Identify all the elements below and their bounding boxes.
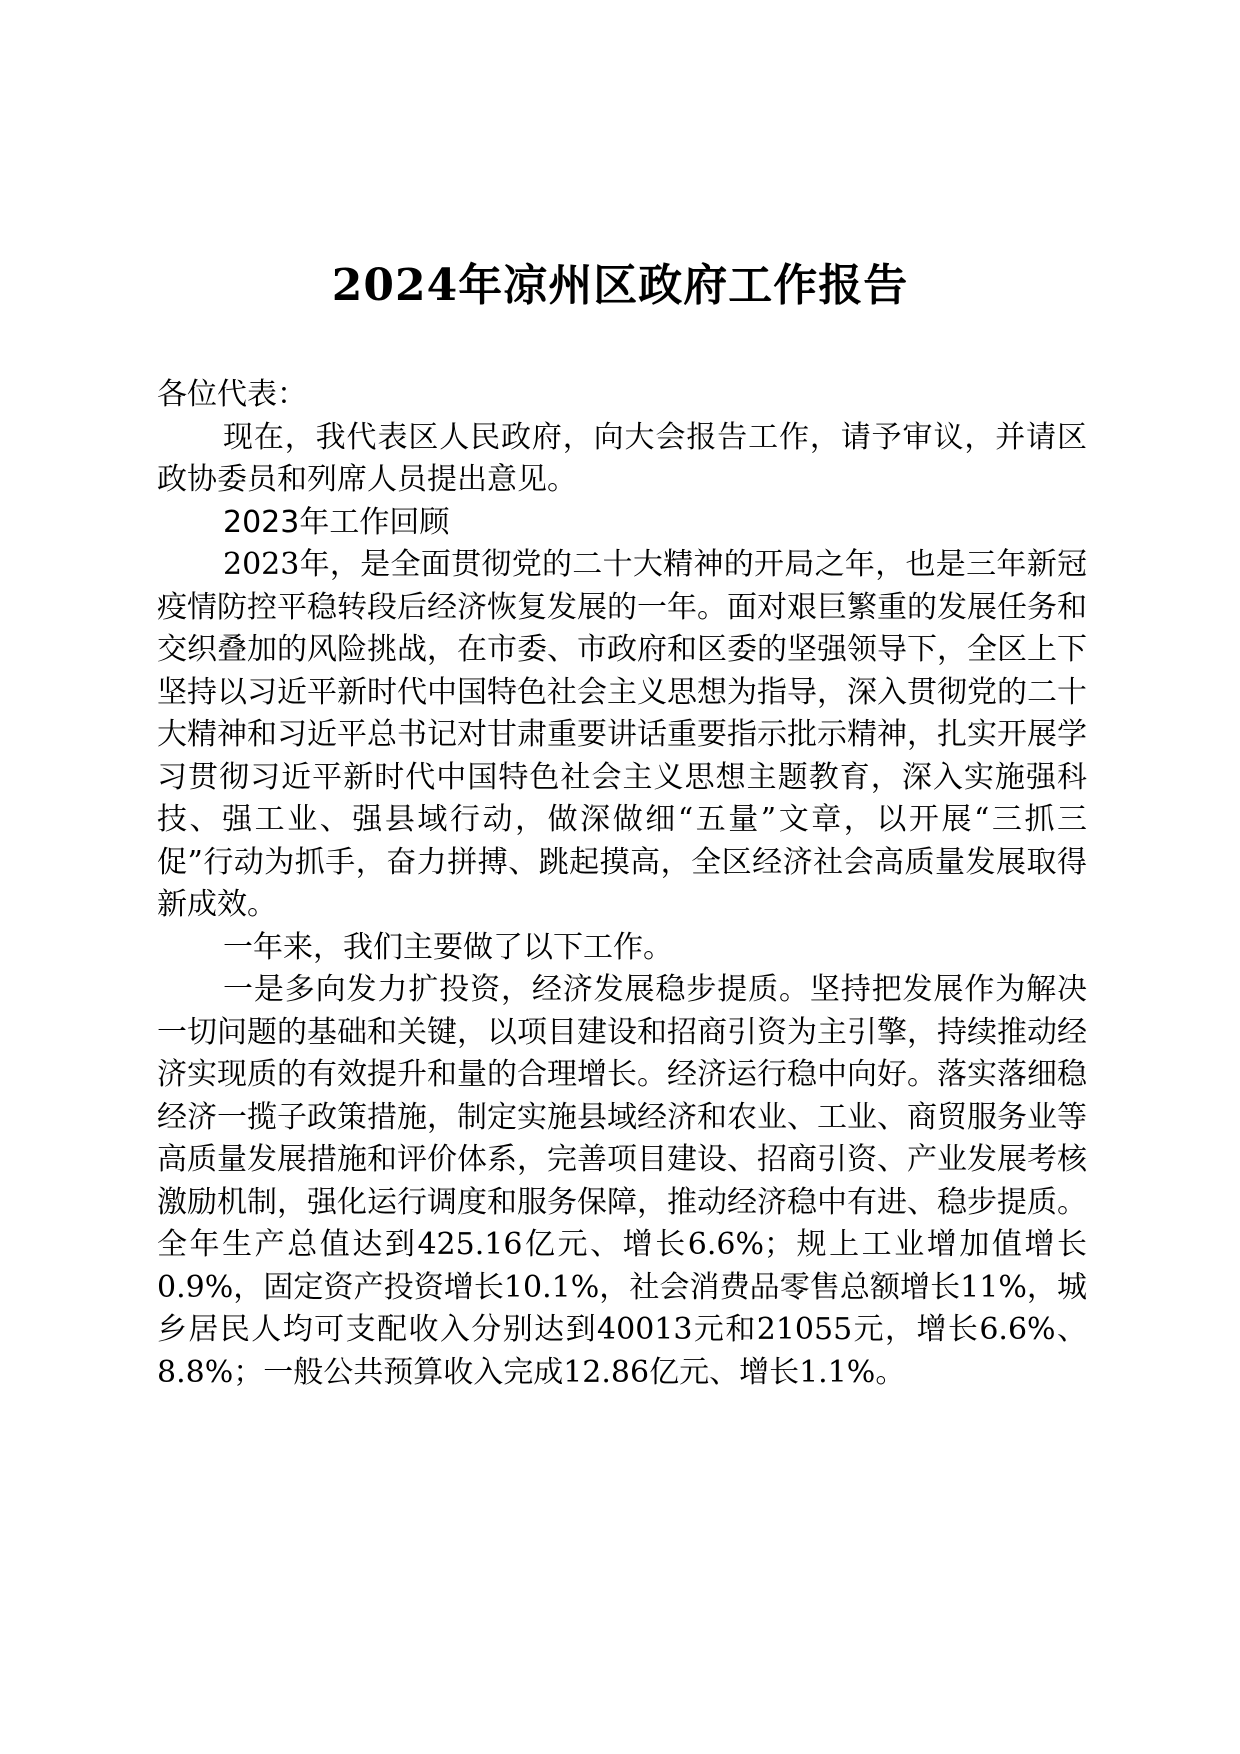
document-body bbox=[157, 374, 1087, 1394]
review-paragraph: 2023年，是全面贯彻党的二十大精神的开局之年，也是三年新冠疫情防控平稳转段后经济恢复发展的一年。面对艰巨繁重的发展任务和交织叠加的风险挑战，在市委、市政府和区委的坚强领导下，全区上下坚持以习近平新时代中国特色社会主义思想为指导，深入贯彻党的二十大精神和习近平总书记对甘肃重要讲话重要指示批示精神，扎实开展学习贯彻习近平新时代中国特色社会主义思想主题教育，深入实施强科技、强工业、强县域行动，做深做细“五量”文章，以开展“三抓三促”行动为抓手，奋力拼搏、跳起摸高，全区经济社会高质量发展取得新成效。 bbox=[157, 547, 1087, 922]
section-heading: 2023年工作回顾 bbox=[223, 504, 450, 540]
salutation: 各位代表： bbox=[157, 377, 307, 412]
summary-intro-paragraph: 一年来，我们主要做了以下工作。 bbox=[223, 929, 673, 965]
economy-paragraph: 一是多向发力扩投资，经济发展稳步提质。坚持把发展作为解决一切问题的基础和关键，以项目建设和招商引资为主引擎，持续推动经济实现质的有效提升和量的合理增长。经济运行稳中向好。落实落细稳经济一揽子政策措施，制定实施县域经济和农业、工业、商贸服务业等高质量发展措施和评价体系，完善项目建设、招商引资、产业发展考核激励机制，强化运行调度和服务保障，推动经济稳中有进、稳步提质。全年生产总值达到425.16亿元、增长6.6%；规上工业增加值增长0.9%，固定资产投资增长10.1%，社会消费品零售总额增长11%，城乡居民人均可支配收入分别达到40013元和21055元，增长6.6%、8.8%；一般公共预算收入完成12.86亿元、增长1.1%。 bbox=[157, 972, 1087, 1390]
opening-paragraph: 现在，我代表区人民政府，向大会报告工作，请予审议，并请区政协委员和列席人员提出意见。 bbox=[157, 419, 1087, 497]
document-title: 2024年凉州区政府工作报告 bbox=[331, 260, 909, 311]
